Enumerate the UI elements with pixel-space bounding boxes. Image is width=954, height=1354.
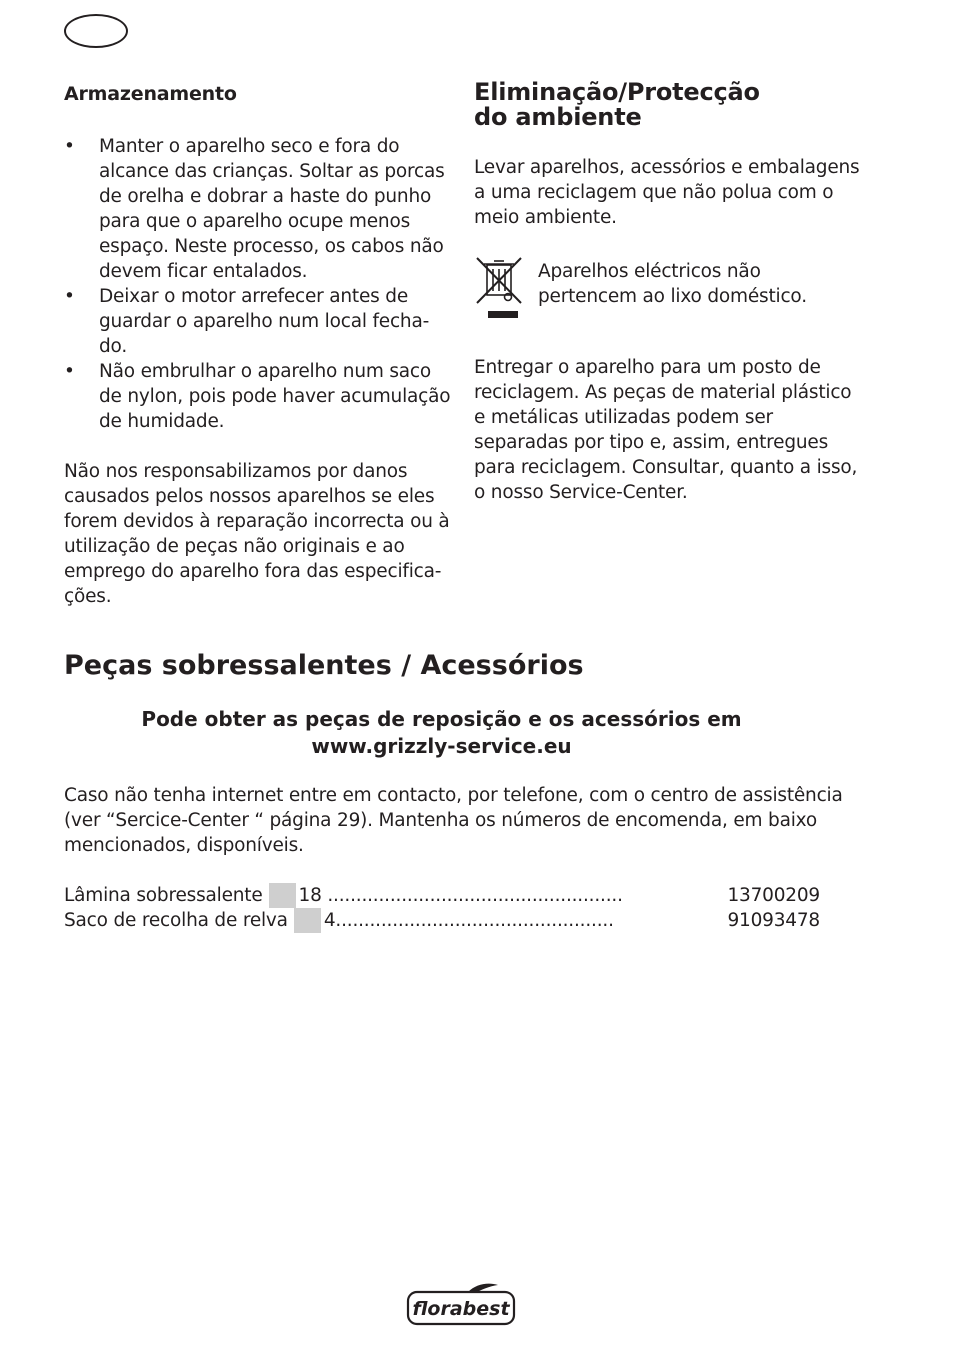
bullet-icon: • (64, 136, 75, 157)
spare-parts-title: Peças sobressalentes / Acessórios (64, 650, 584, 681)
part-ref: 4 (323, 910, 336, 931)
part-ref: 18 (298, 885, 322, 906)
liability-paragraph: Não nos responsabilizamos por danos causados pelos nossos aparelhos se eles forem devidos à reparação incorrecta ou à utilização de peças não originais e ao emprego do aparelho fora das especifica-ções. (64, 461, 450, 607)
leader-dots (335, 908, 650, 933)
list-item (64, 359, 454, 434)
list-item-text: Deixar o motor arrefecer antes de guardar o aparelho num local fecha-do. (99, 286, 430, 357)
weee-text: Aparelhos eléctricos não pertencem ao lixo doméstico. (538, 261, 807, 307)
bullet-icon: • (64, 286, 75, 307)
environment-heading-line2: do ambiente (474, 103, 642, 131)
spare-parts-note (64, 706, 819, 760)
logo-text: florabest (412, 1298, 510, 1320)
part-name: Saco de recolha de relva (64, 910, 288, 931)
list-item (64, 284, 454, 359)
service-website-link[interactable]: www.grizzly-service.eu (311, 734, 572, 758)
environment-heading (474, 80, 864, 130)
part-name: Lâmina sobressalente (64, 885, 263, 906)
leader-dots-text: ................................................. (335, 910, 614, 931)
part-ref-marker (269, 883, 296, 908)
environment-section (474, 80, 864, 505)
leader-dots-text: .................................................... (327, 885, 623, 906)
part-ref-marker (294, 908, 321, 933)
contact-paragraph: Caso não tenha internet entre em contacto, por telefone, com o centro de assistência (ver “Sercice-Center “ página 29). Mantenha os números de encomenda, em baixo mencionados, disponíveis. (64, 785, 843, 856)
spare-parts-note-text: Pode obter as peças de reposição e os acessórios em (141, 707, 742, 731)
list-item-text: Não embrulhar o aparelho num saco de nylon, pois pode haver acumulação de humidade. (99, 361, 451, 432)
order-number: 13700209 (727, 885, 820, 906)
crossed-bin-icon (474, 255, 524, 321)
storage-section (64, 82, 454, 609)
table-row (64, 908, 820, 933)
recycling-paragraph: Entregar o aparelho para um posto de reciclagem. As peças de material plástico e metálicas utilizadas podem ser separadas por tipo e, assim, entregues para reciclagem. Consultar, quanto a isso, o nosso Service-Center. (474, 357, 858, 503)
list-item-text: Manter o aparelho seco e fora do alcance das crianças. Soltar as porcas de orelha e dobrar a haste do punho para que o aparelho ocupe menos espaço. Neste processo, os cabos não devem ficar entalados. (99, 136, 445, 282)
leader-dots (322, 883, 650, 908)
weee-notice (474, 255, 864, 330)
table-row (64, 883, 820, 908)
parts-list (64, 883, 820, 933)
environment-intro: Levar aparelhos, acessórios e embalagens a uma reciclagem que não polua com o meio ambiente. (474, 157, 860, 228)
environment-heading-line1: Eliminação/Protecção (474, 78, 760, 106)
storage-bullet-list (64, 134, 454, 434)
florabest-logo (406, 1282, 516, 1328)
language-badge (64, 14, 128, 48)
order-number: 91093478 (727, 910, 820, 931)
storage-heading: Armazenamento (64, 83, 237, 105)
bullet-icon: • (64, 361, 75, 382)
list-item (64, 134, 454, 284)
